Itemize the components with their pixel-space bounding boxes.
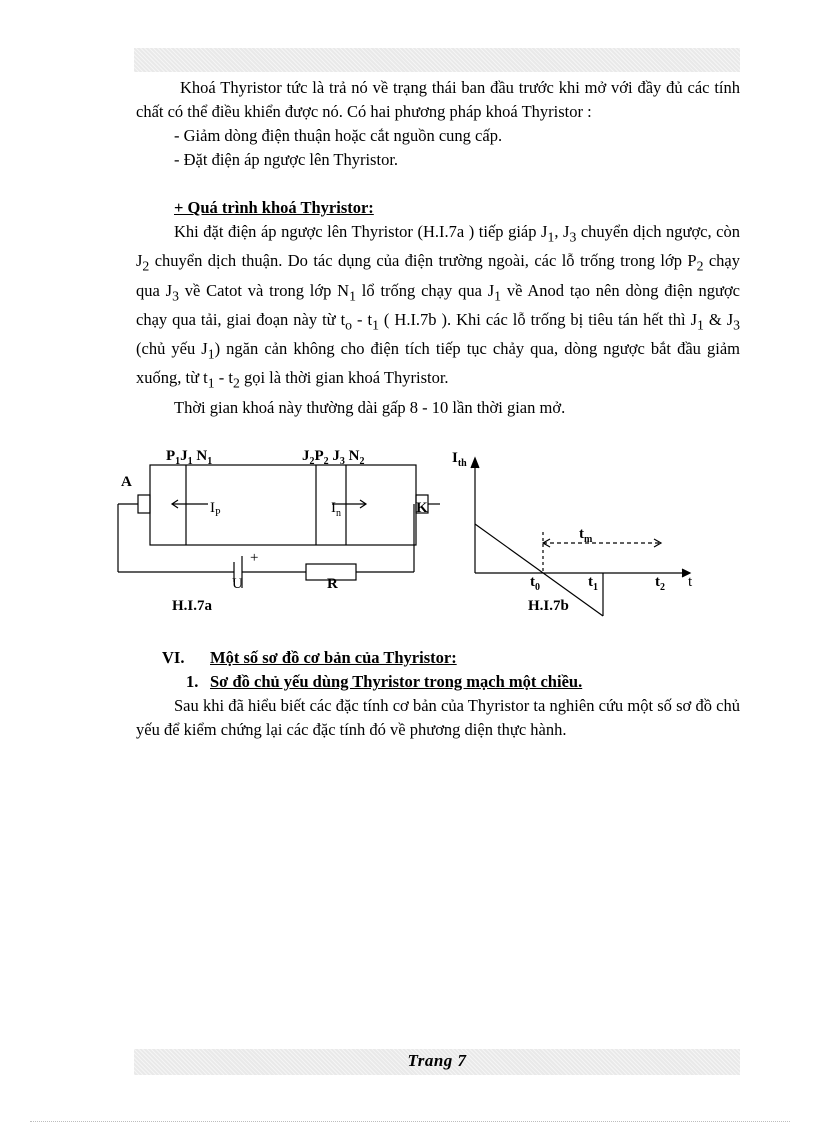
process-heading: + Quá trình khoá Thyristor: xyxy=(174,198,374,217)
process-time-note: Thời gian khoá này thường dài gấp 8 - 10 lần thời gian mở. xyxy=(174,397,566,417)
label-t2: $t_2$ xyxy=(655,574,665,593)
label-p1-j1-n1: $P_1J_1$ $N_1$ xyxy=(166,448,213,467)
intro-bullet-2: - Đặt điện áp ngược lên Thyristor. xyxy=(174,150,399,169)
label-cathode: K xyxy=(416,500,428,516)
section-vi-paragraph: Sau khi đã hiểu biết các đặc tính cơ bản của Thyristor ta nghiên cứu một số sơ đồ chủ yếu để kiểm chứng lại các đặc tính đó về phương diện thực hành. xyxy=(136,696,740,739)
bottom-dotted-rule xyxy=(30,1121,790,1122)
caption-figure-b: H.I.7b xyxy=(528,598,569,614)
intro-bullet-1: - Giảm dòng điện thuận hoặc cắt nguồn cung cấp. xyxy=(174,126,503,145)
label-in: $I_n$ xyxy=(331,500,341,519)
intro-paragraph: Khoá Thyristor tức là trả nó về trạng thái ban đầu trước khi mở với đầy đủ các tính chất có thể điều khiển được nó. Có hai phương pháp khoá Thyristor : xyxy=(136,78,740,121)
caption-figure-a: H.I.7a xyxy=(172,598,213,614)
label-t0: $t_0$ xyxy=(530,574,540,593)
label-ip: $I_P$ xyxy=(210,500,221,519)
label-y-axis: $I_{th}$ xyxy=(452,450,467,469)
label-resistor: R xyxy=(327,576,338,592)
anode-terminal xyxy=(138,495,150,513)
label-t1: $t_1$ xyxy=(588,574,598,593)
label-anode: A xyxy=(121,474,132,490)
figure-thyristor-blocking xyxy=(110,440,710,640)
thyristor-body xyxy=(150,465,416,545)
section-vi-title: VI. Một số sơ đồ cơ bản của Thyristor: xyxy=(162,648,457,667)
section-vi-subtitle: 1. Sơ đồ chủ yếu dùng Thyristor trong mạch một chiều. xyxy=(186,672,583,691)
process-paragraph: Khi đặt điện áp ngược lên Thyristor (H.I.7a ) tiếp giáp $J_1$, $J_3$ chuyển dịch ngược, còn $J_2$ chuyển dịch thuận. Do tác dụng của điện trường ngoài, các lỗ trống trong lớp $P_2$ chạy qua $J_3$ về Catot và trong lớp $N_1$ lổ trống chạy qua $J_1$ về Anod tạo nên dòng điện ngược chạy qua tải, giai đoạn này từ $t_o - t_1$ ( H.I.7b ). Khi các lỗ trống bị tiêu tán hết thì $J_1$ & $J_3$ (chủ yếu $J_1$) ngăn cản không cho điện tích tiếp tục chảy qua, dòng ngược bắt đầu giảm xuống, từ $t_1 - t_2$ gọi là thời gian khoá Thyristor. xyxy=(136,222,740,391)
section-vi xyxy=(136,646,740,742)
label-x-axis: t xyxy=(688,574,693,590)
label-j2-p2-j3-n2: $J_2P_2$ $J_3$ $N_2$ xyxy=(302,448,365,467)
label-source-u: U xyxy=(232,576,243,592)
page-body xyxy=(136,76,740,420)
page-number: Trang 7 xyxy=(407,1051,467,1070)
label-plus: + xyxy=(250,550,259,566)
header-band xyxy=(134,48,740,72)
label-tm: $t_m$ xyxy=(579,526,593,545)
